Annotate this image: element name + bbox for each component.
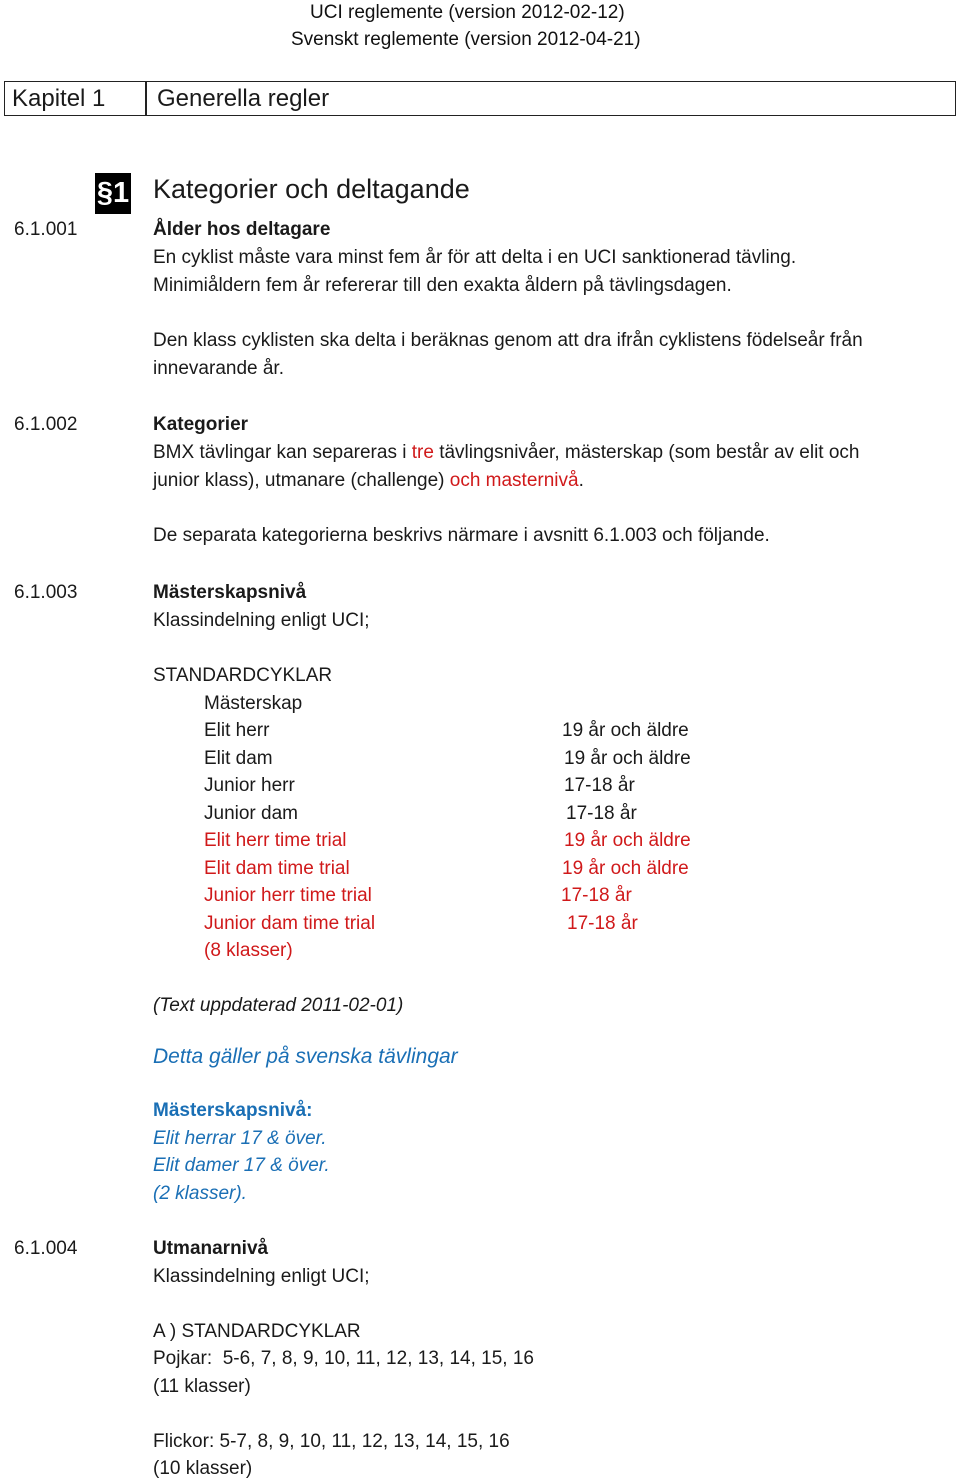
class-age: 19 år och äldre: [564, 748, 691, 769]
rule-number-004: 6.1.004: [14, 1238, 78, 1259]
swedish-rules-heading: Detta gäller på svenska tävlingar: [153, 1045, 458, 1068]
rule-heading-002: Kategorier: [153, 414, 249, 435]
chapter-title: Generella regler: [157, 85, 330, 112]
rule-002-text: [153, 442, 860, 464]
rule-001-text: En cyklist måste vara minst fem år för att delta i en UCI sanktionerad tävling.: [153, 247, 797, 268]
class-name: Junior dam: [204, 803, 298, 824]
rule-001-text: Minimiåldern fem år refererar till den exakta åldern på tävlingsdagen.: [153, 275, 732, 296]
class-age: 19 år och äldre: [562, 720, 689, 741]
swedish-class-item: Elit herrar 17 & över.: [153, 1128, 327, 1149]
class-age: 17-18 år: [561, 885, 632, 906]
rule-heading-001: Ålder hos deltagare: [153, 219, 331, 240]
rule-number-003: 6.1.003: [14, 582, 78, 603]
rule-001-text: Den klass cyklisten ska delta i beräknas genom att dra ifrån cyklistens födelseår från: [153, 330, 863, 351]
championship-label: Mästerskap: [204, 693, 303, 714]
section-title: Kategorier och deltagande: [153, 174, 470, 204]
rule-002-text: De separata kategorierna beskrivs närmare i avsnitt 6.1.003 och följande.: [153, 525, 770, 546]
updated-note: (Text uppdaterad 2011-02-01): [153, 995, 404, 1016]
rule-number-001: 6.1.001: [14, 219, 78, 240]
swedish-level-label: Mästerskapsnivå:: [153, 1100, 313, 1121]
class-name: Elit herr: [204, 720, 270, 741]
class-age: 19 år och äldre: [564, 830, 691, 851]
rule-003-intro: Klassindelning enligt UCI;: [153, 610, 370, 631]
chapter-number: Kapitel 1: [12, 85, 106, 112]
class-name: Elit dam: [204, 748, 273, 769]
rule-heading-003: Mästerskapsnivå: [153, 582, 307, 603]
class-name: Junior herr time trial: [204, 885, 372, 906]
chapter-divider: [145, 82, 147, 115]
section-mark: §1: [95, 173, 131, 214]
standard-bikes-label: STANDARDCYKLAR: [153, 665, 333, 686]
rule-004-intro: Klassindelning enligt UCI;: [153, 1266, 370, 1287]
text-segment: BMX tävlingar kan separeras i: [153, 442, 412, 463]
text-segment: .: [578, 470, 584, 491]
text-segment: tävlingsnivåer, mästerskap (som består av elit och: [433, 442, 860, 463]
red-text: och masternivå: [449, 470, 579, 491]
rule-number-002: 6.1.002: [14, 414, 78, 435]
header-uci-version: UCI reglemente (version 2012-02-12): [310, 2, 625, 23]
swedish-class-count: (2 klasser).: [153, 1183, 247, 1204]
rule-001-text: innevarande år.: [153, 358, 284, 379]
text-segment: junior klass), utmanare (challenge): [153, 470, 450, 491]
class-name: Junior herr: [204, 775, 295, 796]
swedish-class-item: Elit damer 17 & över.: [153, 1155, 330, 1176]
class-count: (8 klasser): [204, 940, 293, 961]
header-swedish-version: Svenskt reglemente (version 2012-04-21): [291, 29, 641, 50]
class-name: Elit dam time trial: [204, 858, 350, 879]
class-age: 17-18 år: [564, 775, 635, 796]
class-age: 19 år och äldre: [562, 858, 689, 879]
boys-count: (11 klasser): [153, 1376, 251, 1397]
girls-count: (10 klasser): [153, 1458, 253, 1479]
boys-classes: Pojkar: 5-6, 7, 8, 9, 10, 11, 12, 13, 14, 15, 16: [153, 1348, 534, 1369]
rule-002-text: [153, 470, 584, 492]
class-name: Elit herr time trial: [204, 830, 347, 851]
standard-bikes-label: A ) STANDARDCYKLAR: [153, 1321, 361, 1342]
class-age: 17-18 år: [566, 803, 637, 824]
class-name: Junior dam time trial: [204, 913, 376, 934]
class-age: 17-18 år: [567, 913, 638, 934]
rule-heading-004: Utmanarnivå: [153, 1238, 269, 1259]
chapter-bar: [4, 81, 956, 116]
girls-classes: Flickor: 5-7, 8, 9, 10, 11, 12, 13, 14, 15, 16: [153, 1431, 510, 1452]
red-text: tre: [411, 442, 434, 463]
